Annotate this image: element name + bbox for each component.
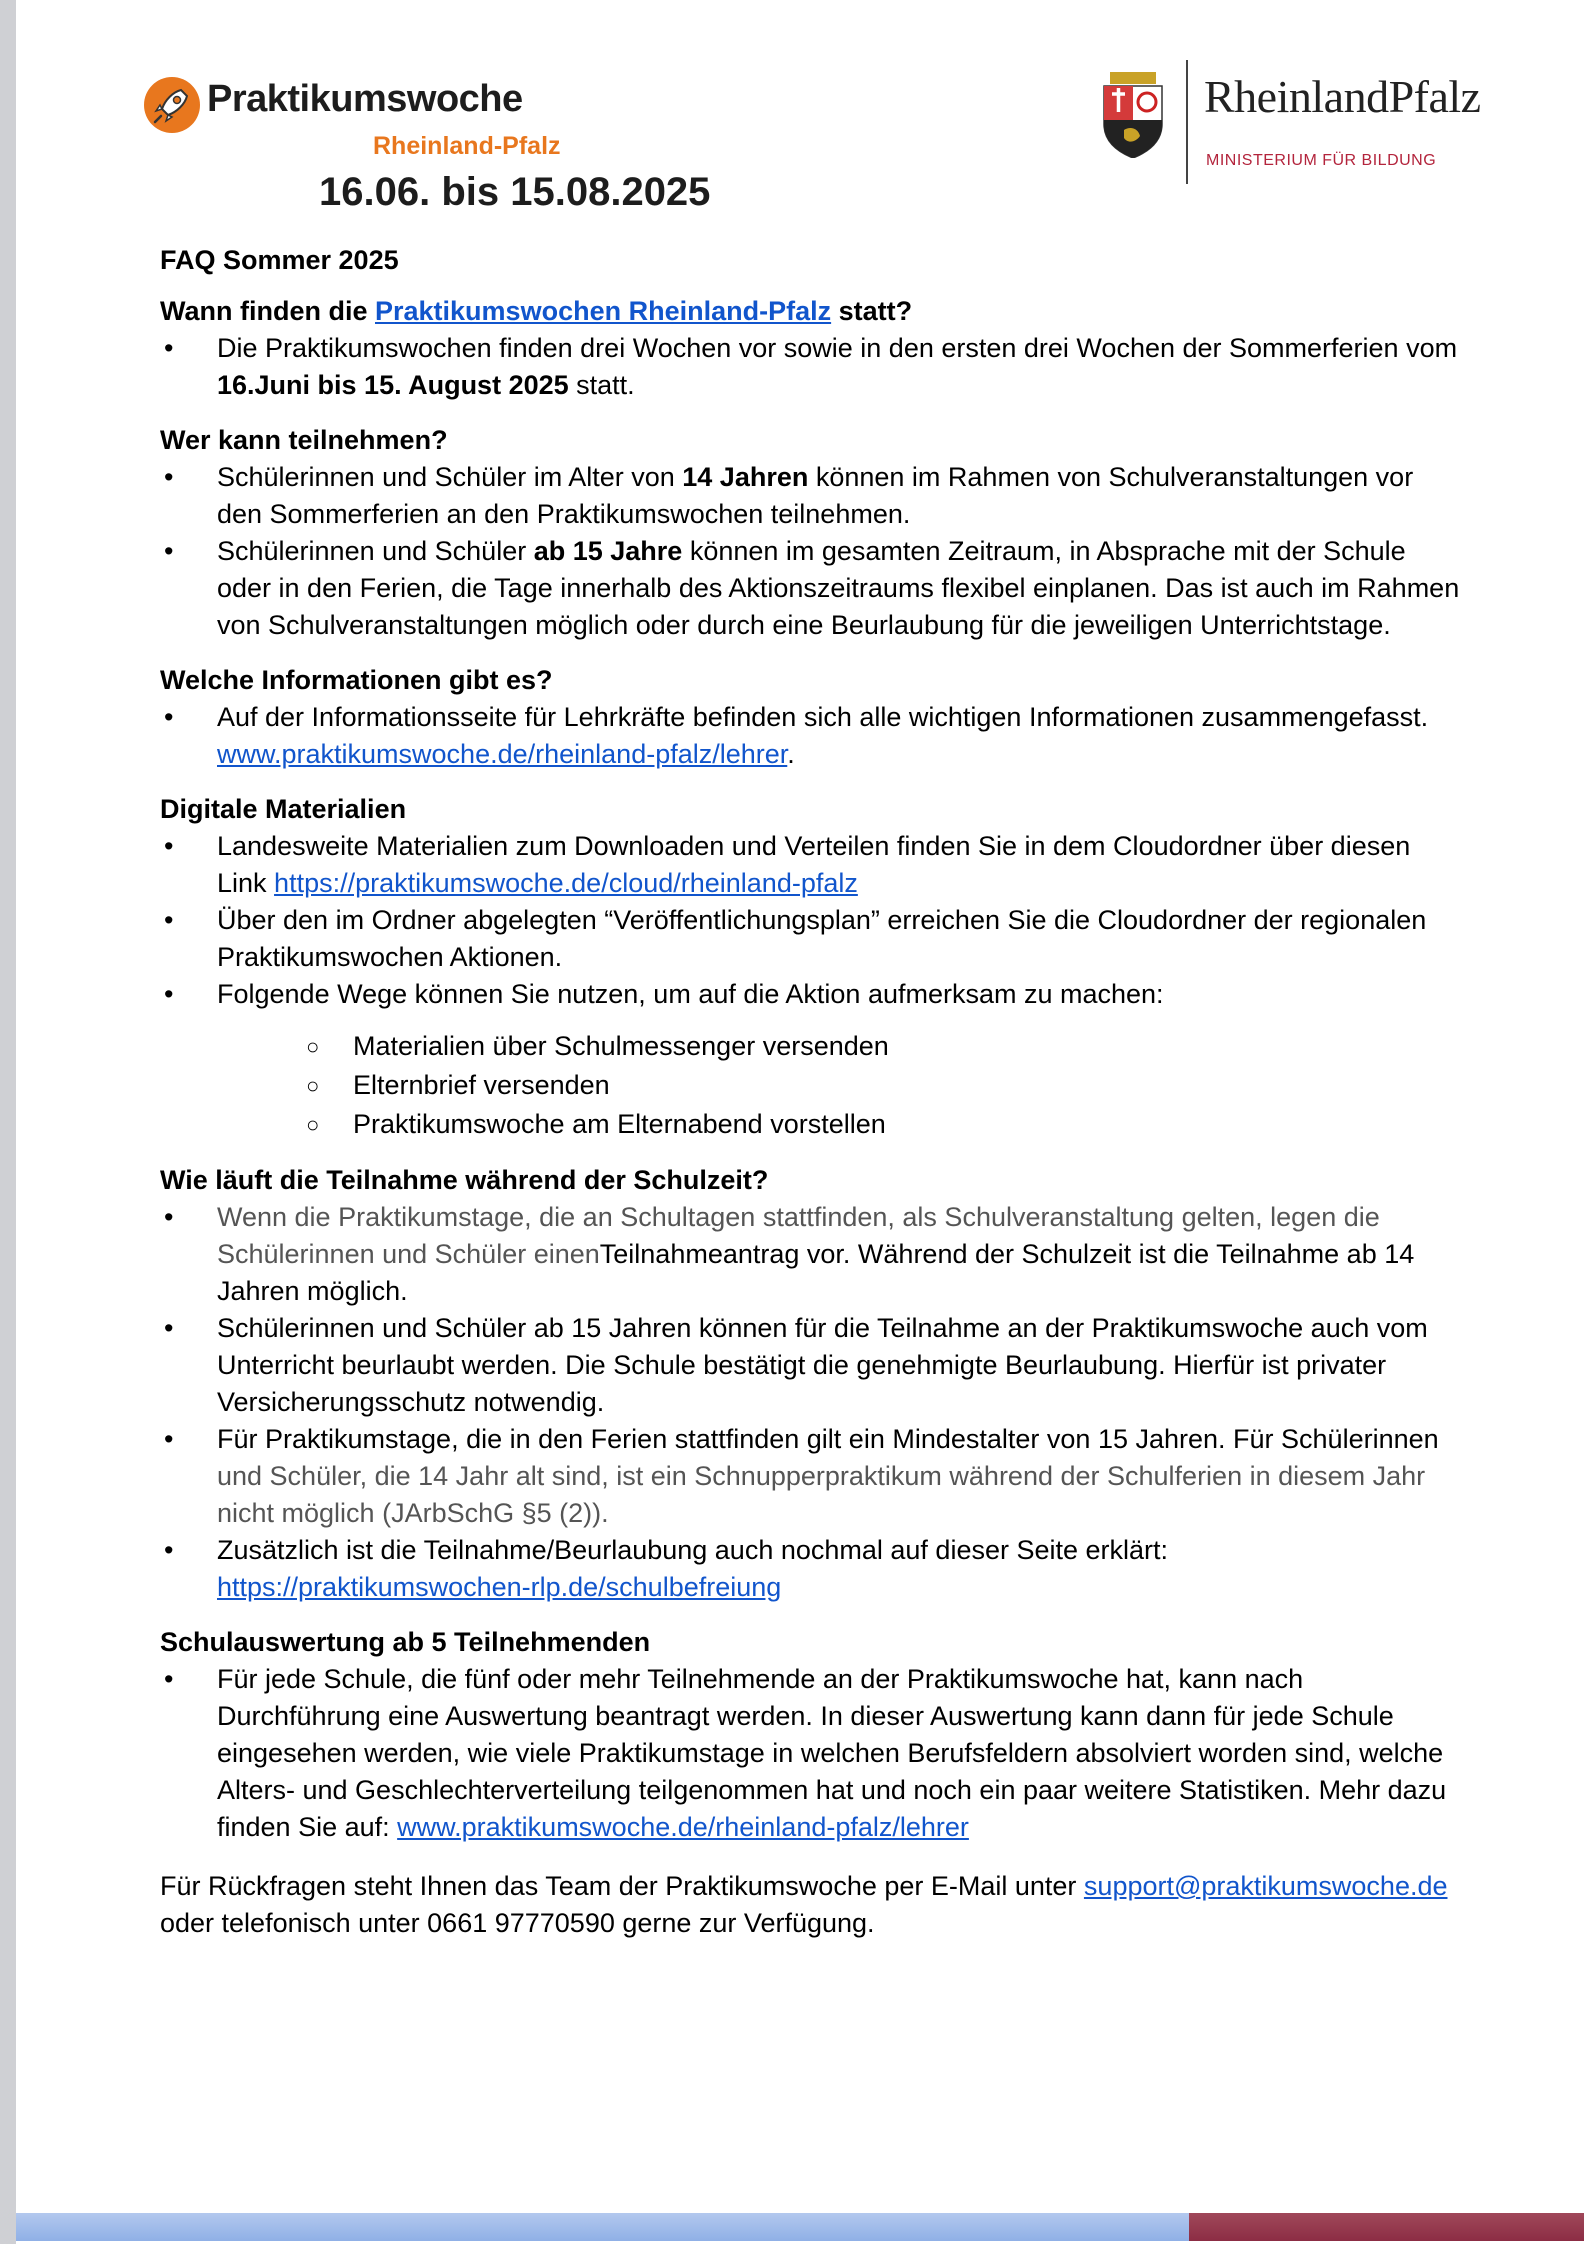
closing-paragraph: Für Rückfragen steht Ihnen das Team der Praktikumswoche per E-Mail unter support@praktikumswoche.de oder telefonisch unter 0661 97770590 gerne zur Verfügung. <box>160 1871 1448 1938</box>
footer-color-bar <box>16 2213 1584 2241</box>
section-heading-when <box>160 293 1460 330</box>
page-left-edge <box>0 0 16 2244</box>
brand-region: Rheinland-Pfalz <box>373 132 561 160</box>
list-item: • Schülerinnen und Schüler im Alter von 14 Jahren können im Rahmen von Schulveranstaltungen vor den Sommerferien an den Praktikumswochen teilnehmen. <box>160 459 1460 533</box>
brand-name: Praktikumswoche <box>207 78 523 120</box>
section-heading-evaluation: Schulauswertung ab 5 Teilnehmenden <box>160 1627 651 1657</box>
heading-text: statt? <box>831 296 913 326</box>
list-item: • Die Praktikumswochen finden drei Wochen vor sowie in den ersten drei Wochen der Sommerferien vom 16.Juni bis 15. August 2025 statt. <box>160 330 1460 404</box>
list-item: • Für Praktikumstage, die in den Ferien stattfinden gilt ein Mindestalter von 15 Jahren. Für Schülerinnen und Schüler, die 14 Jahr alt sind, ist ein Schnupperpraktikum während der Schulferien in diesem Jahr nicht möglich (JArbSchG §5 (2)). <box>160 1421 1460 1532</box>
sub-list-item: ○ Praktikumswoche am Elternabend vorstellen <box>160 1105 1460 1144</box>
list-item: • Über den im Ordner abgelegten “Veröffentlichungsplan” erreichen Sie die Cloudordner der regionalen Praktikumswochen Aktionen. <box>160 902 1460 976</box>
footer-bar-red <box>1189 2213 1584 2241</box>
section-info <box>160 662 1460 773</box>
ministry-logo <box>1100 58 1500 188</box>
ministry-name: MINISTERIUM FÜR BILDUNG <box>1206 152 1437 169</box>
sub-list-item: ○ Materialien über Schulmessenger versenden <box>160 1027 1460 1066</box>
school-exemption-link[interactable]: https://praktikumswochen-rlp.de/schulbefreiung <box>217 1572 782 1602</box>
teacher-info-link[interactable]: www.praktikumswoche.de/rheinland-pfalz/lehrer <box>217 739 788 769</box>
list-item: • Schülerinnen und Schüler ab 15 Jahre können im gesamten Zeitraum, in Absprache mit der Schule oder in den Ferien, die Tage innerhalb des Aktionszeitraums flexibel einplanen. Das ist auch im Rahmen von Schulveranstaltungen möglich oder durch eine Beurlaubung für die jeweiligen Unterrichtstage. <box>160 533 1460 644</box>
section-who <box>160 422 1460 644</box>
sub-list-item: ○ Elternbrief versenden <box>160 1066 1460 1105</box>
list-item: • Für jede Schule, die fünf oder mehr Teilnehmende an der Praktikumswoche hat, kann nach Durchführung eine Auswertung beantragt werden. In dieser Auswertung kann dann für jede Schule eingesehen werden, wie viele Praktikumstage in welchen Berufsfeldern absolviert worden sind, welche Alters- und Geschlechterverteilung teilgenommen hat und noch ein paar weitere Statistiken. Mehr dazu finden Sie auf: www.praktikumswoche.de/rheinland-pfalz/lehrer <box>160 1661 1460 1846</box>
list-item: • Auf der Informationsseite für Lehrkräfte befinden sich alle wichtigen Informationen zusammengefasst. www.praktikumswoche.de/rheinland-pfalz/lehrer. <box>160 699 1460 773</box>
rheinland-pfalz-wordmark: RheinlandPfalz <box>1204 71 1481 122</box>
section-materials <box>160 791 1460 1144</box>
cloud-folder-link[interactable]: https://praktikumswoche.de/cloud/rheinland-pfalz <box>274 868 858 898</box>
section-evaluation <box>160 1624 1460 1846</box>
praktikumswochen-link[interactable]: Praktikumswochen Rheinland-Pfalz <box>375 296 832 326</box>
teacher-info-link-2[interactable]: www.praktikumswoche.de/rheinland-pfalz/lehrer <box>397 1812 969 1842</box>
section-heading-school-time: Wie läuft die Teilnahme während der Schulzeit? <box>160 1165 769 1195</box>
list-item: • Wenn die Praktikumstage, die an Schultagen stattfinden, als Schulveranstaltung gelten, legen die Schülerinnen und Schüler einenTeilnahmeantrag vor. Während der Schulzeit ist die Teilnahme ab 14 Jahren möglich. <box>160 1199 1460 1310</box>
section-school-time <box>160 1162 1460 1606</box>
footer-bar-blue <box>16 2213 1189 2241</box>
logo-divider <box>1186 60 1188 184</box>
heading-text: Wann finden die <box>160 296 375 326</box>
list-item: • Landesweite Materialien zum Downloaden und Verteilen finden Sie in dem Cloudordner über diesen Link https://praktikumswoche.de/cloud/rheinland-pfalz <box>160 828 1460 902</box>
faq-content <box>160 242 1460 1942</box>
list-item: • Zusätzlich ist die Teilnahme/Beurlaubung auch nochmal auf dieser Seite erklärt: https://praktikumswochen-rlp.de/schulbefreiung <box>160 1532 1460 1606</box>
section-heading-info: Welche Informationen gibt es? <box>160 665 553 695</box>
list-item: • Folgende Wege können Sie nutzen, um auf die Aktion aufmerksam zu machen: <box>160 976 1460 1013</box>
section-heading-who: Wer kann teilnehmen? <box>160 425 448 455</box>
date-range: 16.06. bis 15.08.2025 <box>319 170 711 214</box>
rocket-icon <box>143 76 201 134</box>
section-heading-materials: Digitale Materialien <box>160 794 407 824</box>
sub-list <box>160 1027 1460 1144</box>
section-when <box>160 293 1460 404</box>
document-title: FAQ Sommer 2025 <box>160 245 399 275</box>
support-email-link[interactable]: support@praktikumswoche.de <box>1083 1871 1448 1901</box>
list-item: • Schülerinnen und Schüler ab 15 Jahren können für die Teilnahme an der Praktikumswoche auch vom Unterricht beurlaubt werden. Die Schule bestätigt die genehmigte Beurlaubung. Hierfür ist privater Versicherungsschutz notwendig. <box>160 1310 1460 1421</box>
coat-of-arms-icon <box>1100 72 1166 158</box>
